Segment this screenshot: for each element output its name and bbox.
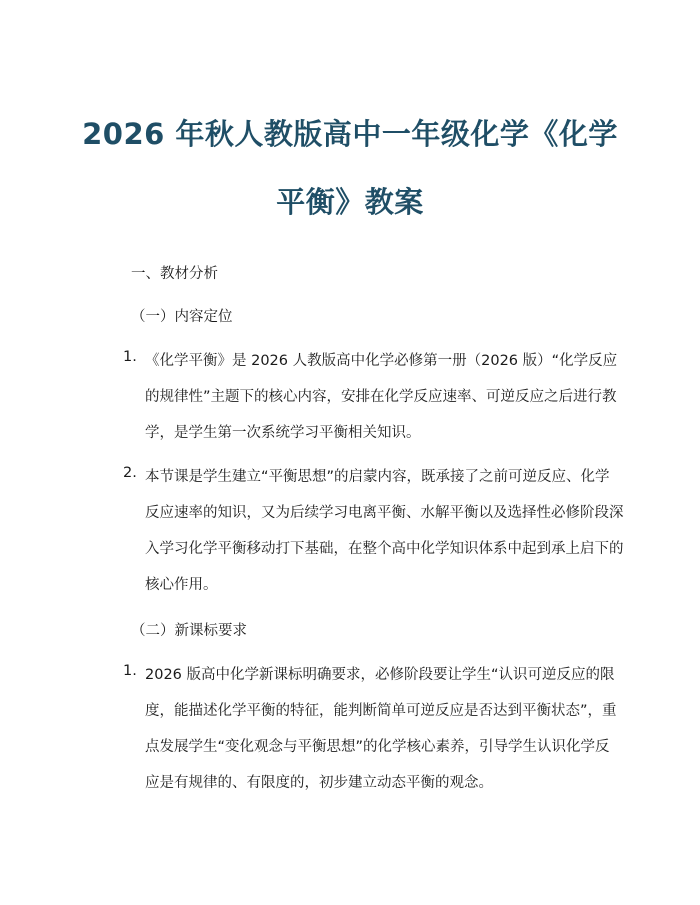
section-heading-textbook-analysis: 一、教材分析 (131, 266, 218, 282)
subsection-heading-content-positioning: （一）内容定位 (131, 309, 233, 325)
paragraph-line: 学，是学生第一次系统学习平衡相关知识。 (145, 425, 421, 441)
paragraph-line: 的规律性”主题下的核心内容，安排在化学反应速率、可逆反应之后进行教 (145, 389, 617, 405)
paragraph-line: 本节课是学生建立“平衡思想”的启蒙内容，既承接了之前可逆反应、化学 (145, 469, 610, 485)
list-item-number: 1. (123, 663, 137, 679)
paragraph-line: 反应速率的知识，又为后续学习电离平衡、水解平衡以及选择性必修阶段深 (145, 505, 624, 521)
paragraph-line: 2026 版高中化学新课标明确要求，必修阶段要让学生“认识可逆反应的限 (145, 667, 615, 683)
subsection-heading-curriculum-standards: （二）新课标要求 (131, 623, 247, 639)
list-item-number: 1. (123, 349, 137, 365)
paragraph-line: 应是有规律的、有限度的，初步建立动态平衡的观念。 (145, 775, 493, 791)
paragraph-line: 点发展学生“变化观念与平衡思想”的化学核心素养，引导学生认识化学反 (145, 739, 610, 755)
paragraph-line: 入学习化学平衡移动打下基础，在整个高中化学知识体系中起到承上启下的 (145, 541, 624, 557)
list-item-number: 2. (123, 465, 137, 481)
document-title-line-2: 平衡》教案 (276, 185, 424, 219)
paragraph-line: 核心作用。 (145, 577, 218, 593)
paragraph-line: 《化学平衡》是 2026 人教版高中化学必修第一册（2026 版）“化学反应 (145, 353, 618, 369)
paragraph-line: 度，能描述化学平衡的特征，能判断简单可逆反应是否达到平衡状态”，重 (145, 703, 617, 719)
document-title-line-1: 2026 年秋人教版高中一年级化学《化学 (82, 117, 618, 151)
